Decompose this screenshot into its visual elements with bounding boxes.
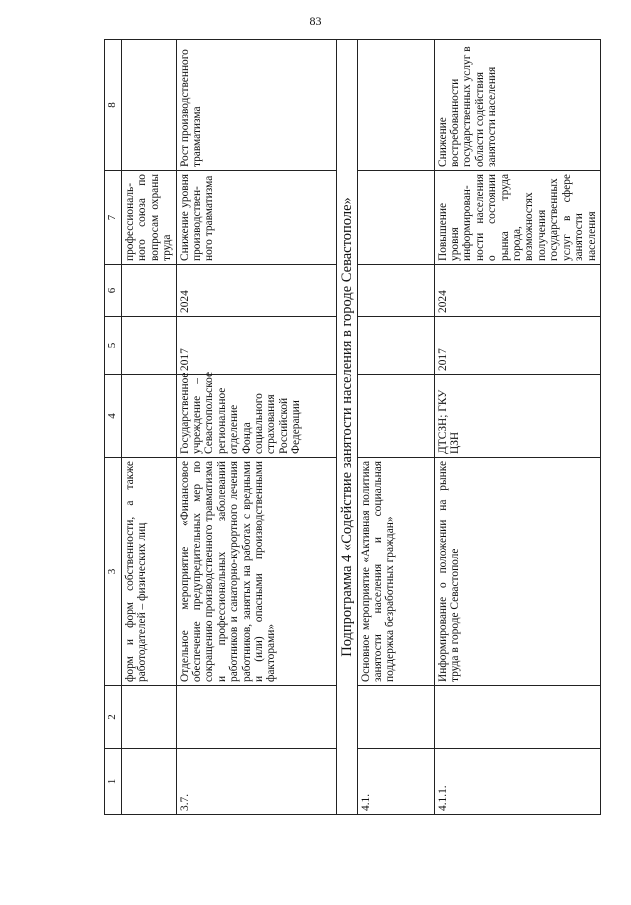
end-year-cell xyxy=(122,265,177,317)
header-cell: 8 xyxy=(105,40,122,171)
row-col2 xyxy=(122,686,177,749)
row-number: 3.7. xyxy=(176,749,336,815)
end-year-cell: 2024 xyxy=(176,265,336,317)
header-cell: 1 xyxy=(105,749,122,815)
header-cell: 7 xyxy=(105,171,122,265)
header-cell: 5 xyxy=(105,317,122,375)
start-year-cell: 2017 xyxy=(434,317,600,375)
header-cell: 2 xyxy=(105,686,122,749)
table-row xyxy=(357,40,434,815)
subprogram-title: Подпрограмма 4 «Содействие занятости населения в городе Севастополе» xyxy=(336,40,357,815)
expected-result-cell: Повышение уровня информированности населения о состоянии рынка труда города, возможностях получения государственных услуг в сфере занятости населения xyxy=(434,171,600,265)
consequences-cell: Рост производственного травматизма xyxy=(176,40,336,171)
table-row xyxy=(434,40,600,815)
consequences-cell: Снижение востребованности государственных услуг в области содействия занятости населения xyxy=(434,40,600,171)
end-year-cell: 2024 xyxy=(434,265,600,317)
row-number: 4.1. xyxy=(357,749,434,815)
consequences-cell xyxy=(357,40,434,171)
row-col2 xyxy=(357,686,434,749)
subprogram-row xyxy=(336,40,357,815)
executor-cell: Государственное учреждение – Севастопольское региональное отделение Фонда социального страхования Российской Федерации xyxy=(176,375,336,458)
start-year-cell xyxy=(357,317,434,375)
row-number xyxy=(122,749,177,815)
rotated-table-content xyxy=(104,40,598,815)
row-col2 xyxy=(176,686,336,749)
program-table xyxy=(104,39,601,815)
event-cell: форм и форм собственности, а также работодателей – физических лиц xyxy=(122,458,177,686)
start-year-cell: 2017 xyxy=(176,317,336,375)
expected-result-cell: профессионального союза по вопросам охраны труда xyxy=(122,171,177,265)
event-cell: Основное мероприятие «Активная политика занятости населения и социальная поддержка безработных граждан» xyxy=(357,458,434,686)
page-number: 83 xyxy=(309,14,322,28)
header-cell: 3 xyxy=(105,458,122,686)
row-number: 4.1.1. xyxy=(434,749,600,815)
start-year-cell xyxy=(122,317,177,375)
table-row xyxy=(176,40,336,815)
header-cell: 6 xyxy=(105,265,122,317)
executor-cell: ДТСЗН; ГКУ ЦЗН xyxy=(434,375,600,458)
expected-result-cell xyxy=(357,171,434,265)
end-year-cell xyxy=(357,265,434,317)
executor-cell xyxy=(357,375,434,458)
header-row xyxy=(105,40,122,815)
table-row xyxy=(122,40,177,815)
executor-cell xyxy=(122,375,177,458)
event-cell: Информирование о положении на рынке труда в городе Севастополе xyxy=(434,458,600,686)
rotated-table-frame xyxy=(104,40,598,815)
expected-result-cell: Снижение уровня производственного травматизма xyxy=(176,171,336,265)
row-col2 xyxy=(434,686,600,749)
consequences-cell xyxy=(122,40,177,171)
header-cell: 4 xyxy=(105,375,122,458)
event-cell: Отдельное мероприятие «Финансовое обеспечение предупредительных мер по сокращению производственного травматизма и профессиональных заболеваний работников и санаторно-курортного лечения работников, занятых на работах с вредными и (или) опасными производственными факторами» xyxy=(176,458,336,686)
